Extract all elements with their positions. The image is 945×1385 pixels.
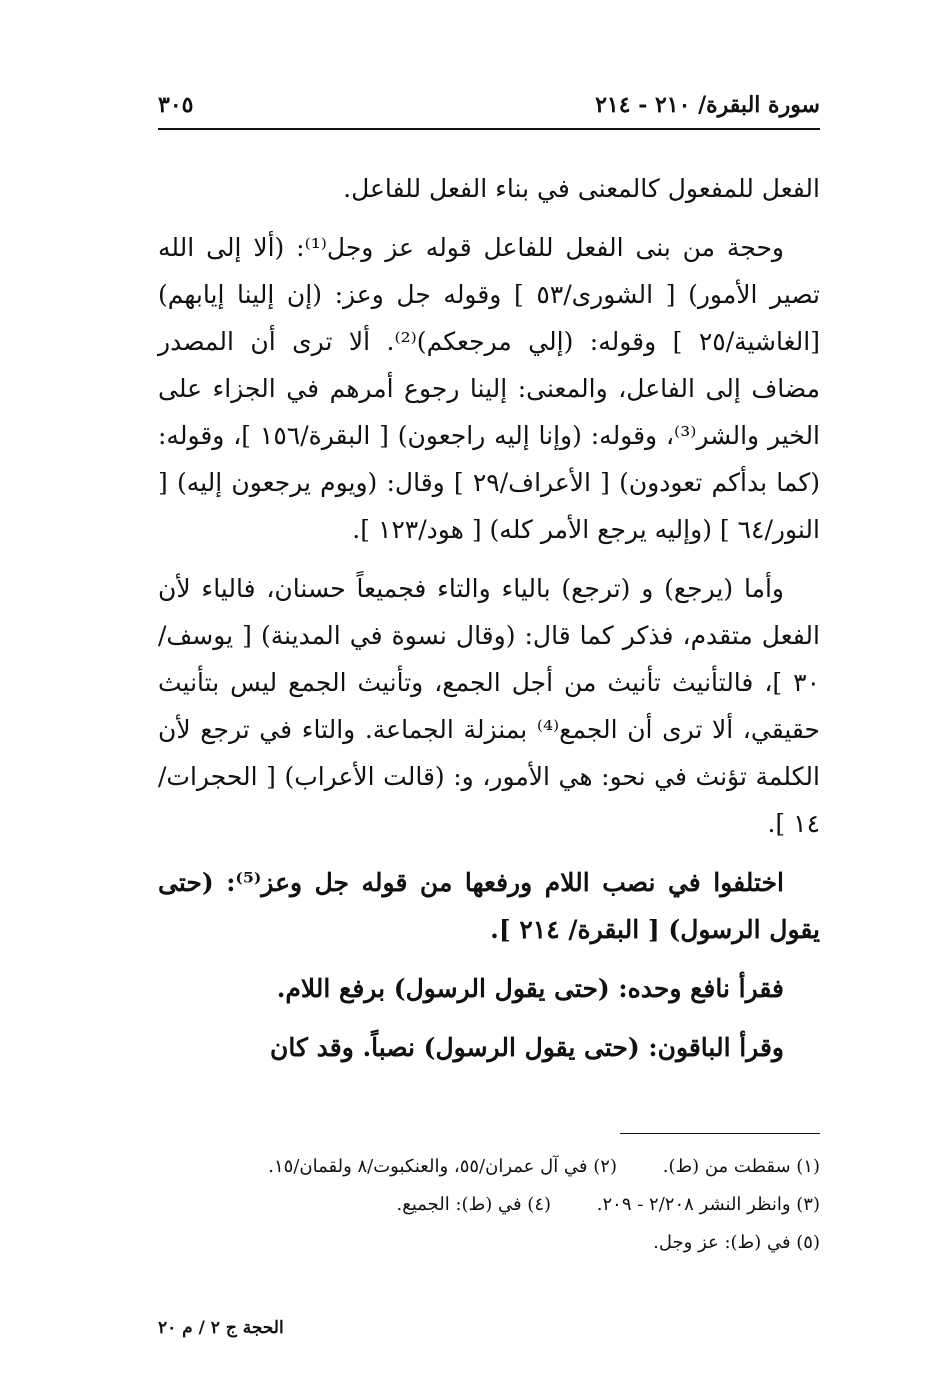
footnote-row [158,1148,820,1186]
running-head [158,92,820,126]
paragraph-3: وأما (يرجع) و (ترجع) بالياء والتاء فجميعاً حسنان، فالياء لأن الفعل متقدم، فذكر كما قال: (وقال نسوة في المدينة) [ يوسف/٣٠ ]، فالتأنيث تأنيث من أجل الجمع، وتأنيث الجمع ليس بتأنيث حقيقي، ألا ترى أن الجمع⁽⁴⁾ بمنزلة الجماعة. والتاء في ترجع لأن الكلمة تؤنث في نحو: هي الأمور، و: (قالت الأعراب) [ الحجرات/١٤ ]. [158,574,820,838]
footnote-row [158,1186,820,1224]
running-head-title: سورة البقرة/ ٢١٠ - ٢١٤ [595,92,820,118]
printer-signature: الحجة ج ٢ / م ٢٠ [158,1318,284,1338]
footnote-3: (٣) وانظر النشر ٢/٢٠٨ - ٢٠٩. [596,1194,820,1215]
paragraph-5: فقرأ نافع وحده: (حتى يقول الرسول) برفع اللام. [276,974,784,1003]
footnote-2: (٢) في آل عمران/٥٥، والعنكبوت/٨ ولقمان/١٥. [268,1156,617,1177]
footnote-1: (١) سقطت من (ط). [662,1156,820,1177]
paragraph-4-heading: اختلفوا في نصب اللام ورفعها من قوله جل وعز⁽⁵⁾: (حتى يقول الرسول) [ البقرة/ ٢١٤ ]. [158,868,820,944]
footnote-5: (٥) في (ط): عز وجل. [653,1232,820,1253]
header-rule [158,128,820,130]
page-number: ٣٠٥ [158,92,194,118]
paragraph-1: الفعل للمفعول كالمعنى في بناء الفعل للفاعل. [343,174,820,203]
footnote-4: (٤) في (ط): الجميع. [396,1194,552,1215]
main-text [158,165,820,1083]
paragraph-2: وحجة من بنى الفعل للفاعل قوله عز وجل⁽¹⁾: (ألا إلى الله تصير الأمور) [ الشورى/٥٣ ] وقوله جل وعز: (إن إلينا إيابهم) [الغاشية/٢٥ ] وقوله: (إلي مرجعكم)⁽²⁾. ألا ترى أن المصدر مضاف إلى الفاعل، والمعنى: إلينا رجوع أمرهم في الجزاء على الخير والشر⁽³⁾، وقوله: (وإنا إليه راجعون) [ البقرة/١٥٦ ]، وقوله: (كما بدأكم تعودون) [ الأعراف/٢٩ ] وقال: (ويوم يرجعون إليه) [ النور/٦٤ ] (وإليه يرجع الأمر كله) [ هود/١٢٣ ]. [158,233,821,544]
footnote-rule [620,1133,820,1134]
footnote-row [158,1224,820,1262]
paragraph-6: وقرأ الباقون: (حتى يقول الرسول) نصباً. وقد كان [270,1033,784,1062]
footnotes [158,1148,820,1262]
